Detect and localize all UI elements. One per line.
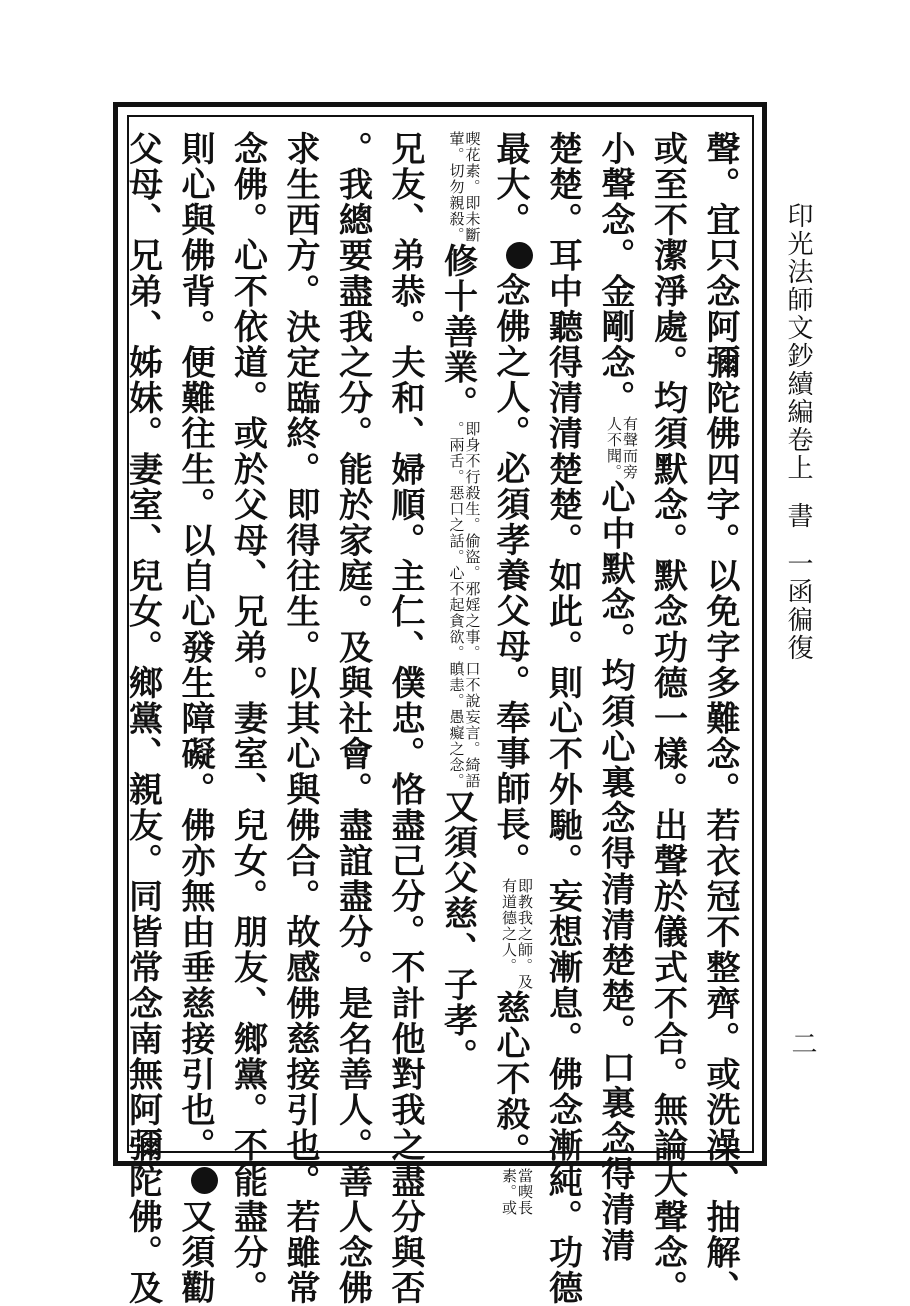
text-column [484, 131, 537, 1217]
text-run: 又須父慈、子孝。 [437, 789, 478, 1074]
text-column: 父母、兄弟、姊妹。妻室、兒女。鄉黨、親友。同皆常念南無阿彌陀佛。及 [122, 131, 163, 1306]
text-column [431, 131, 484, 1141]
text-run: 心中默念。均須心裏念得清清楚楚。口裏念得清清 [595, 479, 635, 1264]
text-column: 。我總要盡我之分。能於家庭。及與社會。盡誼盡分。是名善人。善人念佛 [332, 131, 373, 1306]
text-run: 慈心不殺。 [490, 990, 530, 1169]
text-column: 求生西方。決定臨終。即得往生。以其心與佛合。故感佛慈接引也。若雖常 [280, 131, 320, 1306]
annotation: 喫花素。即未斷 葷。切勿親殺。 [447, 131, 482, 243]
body-text [116, 131, 746, 1306]
text-run: 小聲念。金剛念。 [595, 131, 635, 416]
text-column: 或至不潔淨處。均須默念。默念功德一樣。出聲於儀式不合。無論大聲念。 [647, 131, 688, 1306]
text-column: 念佛。心不依道。或於父母、兄弟。妻室、兒女。朋友、鄉黨。不能盡分。 [227, 131, 268, 1306]
bullet-mark [191, 1167, 218, 1194]
text-column: 兄友、弟恭。夫和、婦順。主仁、僕忠。恪盡己分。不計他對我之盡分與否 [385, 131, 425, 1306]
annotation: 當喫長 素。或 [500, 1168, 534, 1217]
text-run: 最大。 [490, 131, 530, 238]
running-header [778, 202, 818, 662]
text-run: 則心與佛背。便難往生。以自心發生障礙。佛亦無由垂慈接引也。 [175, 131, 215, 1164]
text-column: 楚楚。耳中聽得清清楚楚。如此。則心不外馳。妄想漸息。佛念漸純。功德 [542, 131, 583, 1306]
text-column [589, 131, 642, 1264]
page-number: 二 [787, 1030, 817, 1056]
text-column [169, 131, 222, 1306]
section-label: 書 [783, 502, 813, 530]
annotation: 即教我之師。及 有道德之人。 [500, 878, 534, 991]
text-run: 又須勸 [175, 1198, 215, 1306]
annotation: 有聲而旁 人不聞。 [605, 415, 639, 480]
text-run: 念佛之人。必須孝養父母。奉事師長。 [490, 272, 530, 879]
book-title: 印光法師文鈔續編卷上 [783, 202, 813, 482]
annotation: 即身不行殺生。偷盜。邪婬之事。口不說妄言。綺語 。兩舌。惡口之話。心不起貪欲。瞋恚。愚癡之念。 [447, 421, 482, 789]
subsection-label: 一函徧復 [783, 550, 813, 662]
text-run: 修十善業。 [437, 243, 478, 421]
bullet-mark [506, 242, 533, 269]
text-column: 聲。宜只念阿彌陀佛四字。以免字多難念。若衣冠不整齊。或洗澡、抽解、 [700, 131, 740, 1306]
text-frame [122, 115, 754, 1306]
